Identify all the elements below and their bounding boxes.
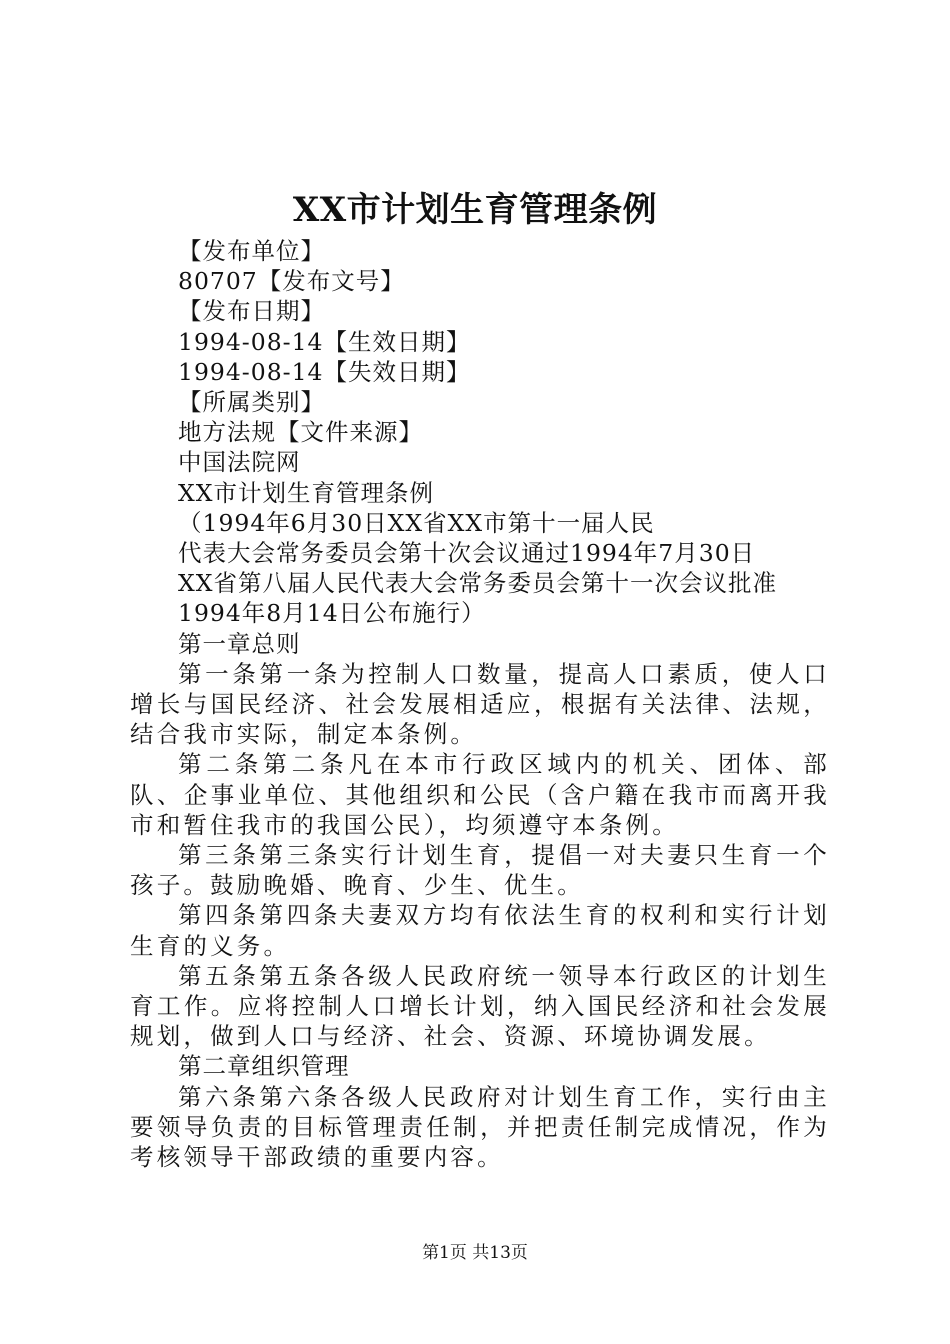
- article-4: 第四条第四条夫妻双方均有依法生育的权利和实行计划生育的义务。: [130, 901, 830, 960]
- adoption-note-line-4: 1994年8月14日公布施行）: [178, 599, 486, 628]
- meta-category: 【所属类别】: [178, 388, 325, 417]
- adoption-note-line-1: （1994年6月30日XX省XX市第十一届人民: [178, 508, 655, 537]
- document-title: XX市计划生育管理条例: [292, 190, 658, 230]
- article-6: 第六条第六条各级人民政府对计划生育工作，实行由主要领导负责的目标管理责任制，并把责任制完成情况，作为考核领导干部政绩的重要内容。: [130, 1082, 830, 1172]
- meta-effective-date: 1994-08-14【生效日期】: [178, 327, 471, 356]
- meta-source: 地方法规【文件来源】: [178, 418, 423, 447]
- meta-expiry-date: 1994-08-14【失效日期】: [178, 357, 471, 386]
- article-1: 第一条第一条为控制人口数量，提高人口素质，使人口增长与国民经济、社会发展相适应，根据有关法律、法规，结合我市实际，制定本条例。: [130, 659, 830, 749]
- chapter-heading: 第一章总则: [178, 629, 301, 658]
- meta-publish-date: 【发布日期】: [178, 297, 325, 326]
- meta-source-value: 中国法院网: [178, 448, 301, 477]
- adoption-note-line-3: XX省第八届人民代表大会常务委员会第十一次会议批准: [178, 569, 777, 598]
- document-body: [130, 236, 830, 1172]
- article-5: 第五条第五条各级人民政府统一领导本行政区的计划生育工作。应将控制人口增长计划，纳入国民经济和社会发展规划，做到人口与经济、社会、资源、环境协调发展。: [130, 961, 830, 1051]
- article-2: 第二条第二条凡在本市行政区域内的机关、团体、部队、企事业单位、其他组织和公民（含户籍在我市而离开我市和暂住我市的我国公民），均须遵守本条例。: [130, 750, 830, 839]
- chapter-heading: 第二章组织管理: [178, 1052, 350, 1081]
- meta-publisher: 【发布单位】: [178, 237, 325, 265]
- page-footer: 第1页 共13页: [422, 1243, 528, 1263]
- regulation-name: XX市计划生育管理条例: [178, 478, 434, 507]
- adoption-note-line-2: 代表大会常务委员会第十次会议通过1994年7月30日: [178, 539, 756, 568]
- meta-doc-number: 80707【发布文号】: [178, 267, 405, 296]
- article-3: 第三条第三条实行计划生育，提倡一对夫妻只生育一个孩子。鼓励晚婚、晚育、少生、优生。: [130, 841, 830, 900]
